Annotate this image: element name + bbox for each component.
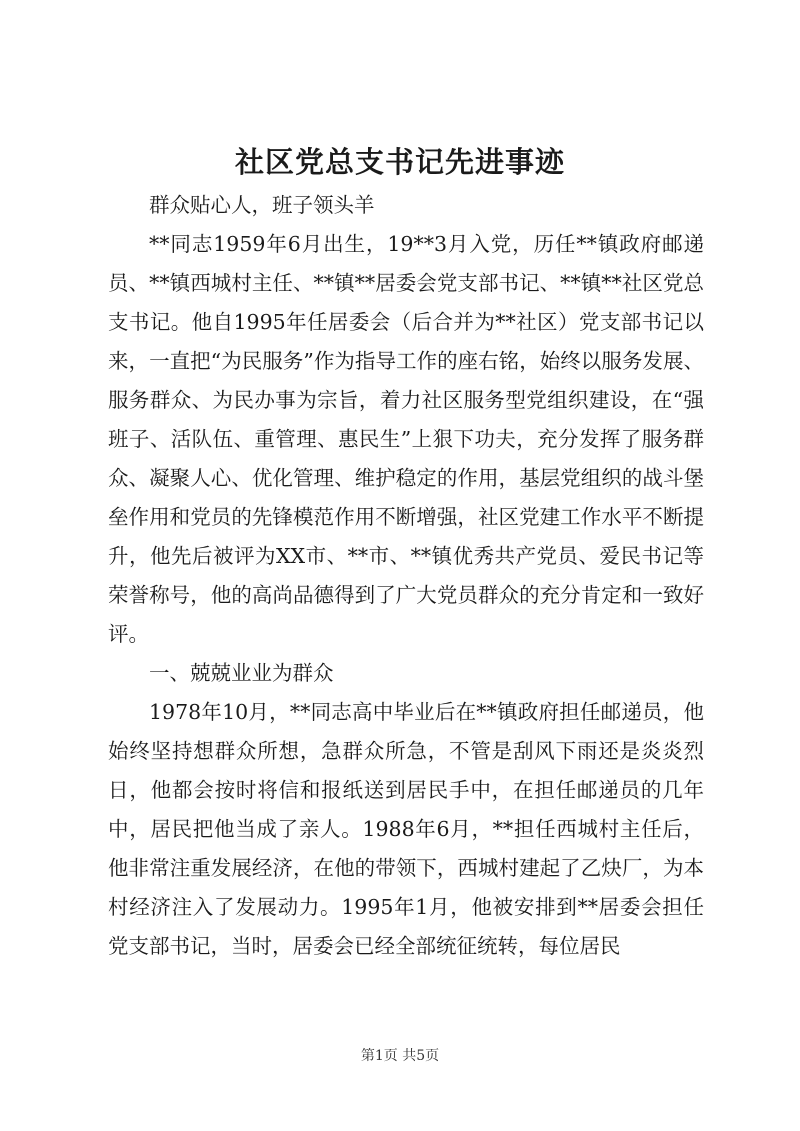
page-title: 社区党总支书记先进事迹 xyxy=(234,145,565,179)
document-subtitle: 群众贴心人，班子领头羊 xyxy=(149,193,375,217)
section-heading-1: 一、兢兢业业为群众 xyxy=(149,661,334,685)
page-footer: 第1页 共5页 xyxy=(360,1048,440,1064)
document-body xyxy=(108,186,704,966)
paragraph-intro: **同志1959年6月出生，19**3月入党，历任**镇政府邮递员、**镇西城村主任、**镇**居委会党支部书记、**镇**社区党总支书记。他自1995年任居委会（后合并为**社区）党支部书记以来，一直把“为民服务”作为指导工作的座右铭，始终以服务发展、服务群众、为民办事为宗旨，着力社区服务型党组织建设，在“强班子、活队伍、重管理、惠民生”上狠下功夫，充分发挥了服务群众、凝聚人心、优化管理、维护稳定的作用，基层党组织的战斗堡垒作用和党员的先锋模范作用不断增强，社区党建工作水平不断提升，他先后被评为XX市、**市、**镇优秀共产党员、爱民书记等荣誉称号，他的高尚品德得到了广大党员群众的充分肯定和一致好评。 xyxy=(108,232,704,646)
paragraph-section-1: 1978年10月，**同志高中毕业后在**镇政府担任邮递员，他始终坚持想群众所想，急群众所急，不管是刮风下雨还是炎炎烈日，他都会按时将信和报纸送到居民手中，在担任邮递员的几年中，居民把他当成了亲人。1988年6月，**担任西城村主任后，他非常注重发展经济，在他的带领下，西城村建起了乙炔厂，为本村经济注入了发展动力。1995年1月，他被安排到**居委会担任党支部书记，当时，居委会已经全部统征统转，每位居民 xyxy=(108,700,704,958)
